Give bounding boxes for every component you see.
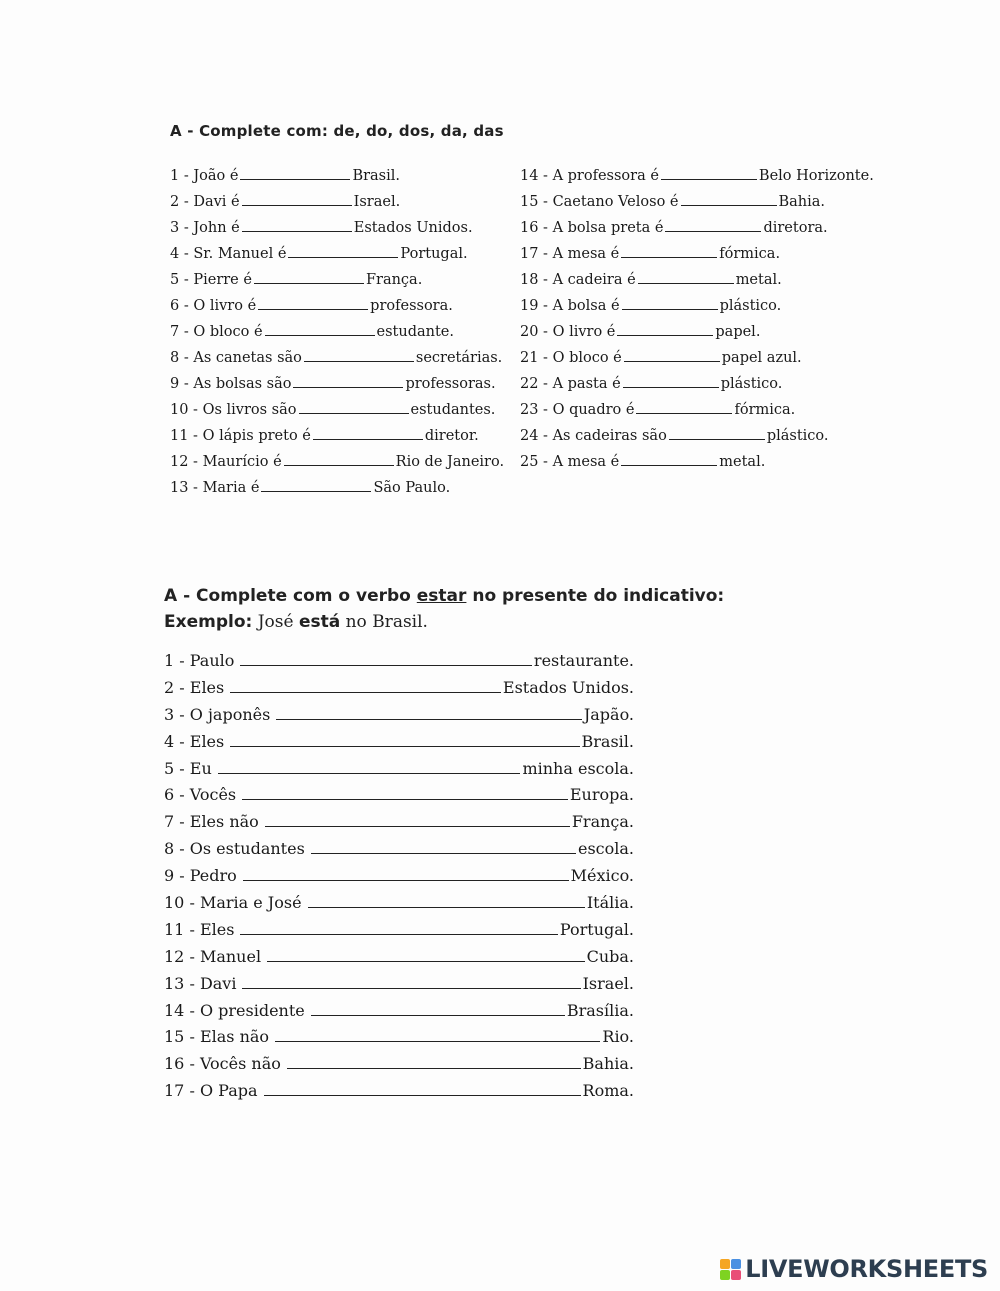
exercise2-completion: Brasília. bbox=[566, 1000, 634, 1020]
exercise2-prompt: 5 - Eu bbox=[164, 758, 212, 778]
exercise1-prompt: 4 - Sr. Manuel é bbox=[170, 246, 287, 262]
exercise1-completion: Bahia. bbox=[778, 194, 826, 210]
exercise2-prompt: 12 - Manuel bbox=[164, 946, 262, 966]
exercise1-prompt: 16 - A bolsa preta é bbox=[520, 220, 664, 236]
exercise2-completion: França. bbox=[571, 812, 634, 832]
exercise1-item bbox=[520, 293, 874, 319]
exercise2-item bbox=[164, 1051, 634, 1078]
exercise2-prompt: 10 - Maria e José bbox=[164, 893, 302, 913]
exercise1-completion: papel. bbox=[715, 324, 761, 340]
exercise1-completion: metal. bbox=[719, 454, 766, 470]
answer-blank[interactable] bbox=[622, 295, 718, 310]
exercise2-item bbox=[164, 809, 634, 836]
answer-blank[interactable] bbox=[311, 838, 576, 854]
exercise2-prompt: 13 - Davi bbox=[164, 973, 237, 993]
exercise2-completion: Portugal. bbox=[559, 919, 634, 939]
exercise1-completion: diretora. bbox=[763, 220, 828, 236]
answer-blank[interactable] bbox=[276, 704, 582, 720]
section1-column-1 bbox=[170, 163, 504, 501]
exercise2-completion: Cuba. bbox=[586, 946, 634, 966]
exercise2-prompt: 8 - Os estudantes bbox=[164, 839, 305, 859]
liveworksheets-icon bbox=[720, 1259, 741, 1280]
exercise2-completion: escola. bbox=[577, 839, 634, 859]
exercise1-item bbox=[520, 371, 874, 397]
exercise2-item bbox=[164, 890, 634, 917]
exercise1-item bbox=[170, 449, 504, 475]
exercise1-prompt: 10 - Os livros são bbox=[170, 402, 297, 418]
answer-blank[interactable] bbox=[275, 1026, 600, 1042]
exercise1-item bbox=[520, 319, 874, 345]
exercise2-completion: México. bbox=[570, 866, 634, 886]
exercise1-prompt: 19 - A bolsa é bbox=[520, 298, 620, 314]
exercise1-item bbox=[520, 345, 874, 371]
exercise2-item bbox=[164, 729, 634, 756]
answer-blank[interactable] bbox=[240, 165, 350, 180]
exercise1-prompt: 14 - A professora é bbox=[520, 168, 659, 184]
exercise1-completion: plástico. bbox=[766, 428, 829, 444]
exercise2-completion: Bahia. bbox=[582, 1054, 634, 1074]
answer-blank[interactable] bbox=[242, 784, 568, 800]
exercise1-prompt: 3 - John é bbox=[170, 220, 240, 236]
answer-blank[interactable] bbox=[638, 269, 734, 284]
exercise1-completion: plástico. bbox=[719, 298, 782, 314]
exercise1-prompt: 1 - João é bbox=[170, 168, 239, 184]
answer-blank[interactable] bbox=[261, 477, 371, 492]
exercise2-prompt: 17 - O Papa bbox=[164, 1081, 258, 1101]
exercise2-completion: Israel. bbox=[582, 973, 634, 993]
exercise2-completion: Brasil. bbox=[581, 731, 634, 751]
exercise1-prompt: 17 - A mesa é bbox=[520, 246, 620, 262]
answer-blank[interactable] bbox=[288, 243, 398, 258]
exercise2-item bbox=[164, 1024, 634, 1051]
answer-blank[interactable] bbox=[242, 191, 352, 206]
section1-title: A - Complete com: de, do, dos, da, das bbox=[170, 122, 504, 140]
answer-blank[interactable] bbox=[265, 321, 375, 336]
exercise1-prompt: 5 - Pierre é bbox=[170, 272, 252, 288]
exercise1-prompt: 6 - O livro é bbox=[170, 298, 257, 314]
exercise2-item bbox=[164, 971, 634, 998]
answer-blank[interactable] bbox=[669, 425, 765, 440]
answer-blank[interactable] bbox=[265, 811, 570, 827]
exercise2-prompt: 11 - Eles bbox=[164, 919, 235, 939]
exercise1-prompt: 11 - O lápis preto é bbox=[170, 428, 311, 444]
exercise2-item bbox=[164, 648, 634, 675]
exercise1-item bbox=[170, 163, 504, 189]
exercise1-completion: diretor. bbox=[424, 428, 479, 444]
answer-blank[interactable] bbox=[218, 758, 521, 774]
exercise1-completion: Rio de Janeiro. bbox=[395, 454, 505, 470]
exercise1-prompt: 8 - As canetas são bbox=[170, 350, 302, 366]
exercise1-prompt: 24 - As cadeiras são bbox=[520, 428, 667, 444]
exercise2-prompt: 7 - Eles não bbox=[164, 812, 259, 832]
exercise2-completion: Estados Unidos. bbox=[502, 677, 634, 697]
exercise1-item bbox=[170, 241, 504, 267]
exercise1-completion: fórmica. bbox=[734, 402, 796, 418]
exercise1-item bbox=[170, 475, 504, 501]
answer-blank[interactable] bbox=[254, 269, 364, 284]
exercise1-completion: Israel. bbox=[353, 194, 401, 210]
exercise1-item bbox=[520, 215, 874, 241]
exercise1-item bbox=[520, 397, 874, 423]
section2-list bbox=[164, 648, 634, 1105]
answer-blank[interactable] bbox=[624, 347, 720, 362]
exercise1-prompt: 23 - O quadro é bbox=[520, 402, 635, 418]
exercise2-item bbox=[164, 944, 634, 971]
exercise1-item bbox=[520, 449, 874, 475]
answer-blank[interactable] bbox=[284, 451, 394, 466]
answer-blank[interactable] bbox=[240, 919, 557, 935]
exercise2-item bbox=[164, 917, 634, 944]
exercise1-prompt: 25 - A mesa é bbox=[520, 454, 620, 470]
answer-blank[interactable] bbox=[287, 1053, 581, 1069]
exercise2-completion: Roma. bbox=[582, 1081, 634, 1101]
exercise1-item bbox=[520, 423, 874, 449]
exercise1-item bbox=[170, 423, 504, 449]
exercise1-completion: França. bbox=[365, 272, 423, 288]
exercise1-completion: São Paulo. bbox=[373, 480, 451, 496]
exercise2-prompt: 15 - Elas não bbox=[164, 1027, 270, 1047]
answer-blank[interactable] bbox=[299, 399, 409, 414]
exercise2-item bbox=[164, 998, 634, 1025]
exercise1-completion: estudante. bbox=[376, 324, 455, 340]
exercise2-item bbox=[164, 782, 634, 809]
exercise1-item bbox=[170, 319, 504, 345]
answer-blank[interactable] bbox=[230, 677, 501, 693]
answer-blank[interactable] bbox=[617, 321, 713, 336]
exercise1-completion: professoras. bbox=[405, 376, 496, 392]
exercise2-prompt: 9 - Pedro bbox=[164, 866, 237, 886]
answer-blank[interactable] bbox=[304, 347, 414, 362]
exercise2-item bbox=[164, 1078, 634, 1105]
answer-blank[interactable] bbox=[240, 650, 532, 666]
exercise1-completion: Brasil. bbox=[352, 168, 401, 184]
exercise1-completion: estudantes. bbox=[410, 402, 496, 418]
exercise1-prompt: 2 - Davi é bbox=[170, 194, 240, 210]
exercise2-completion: Europa. bbox=[569, 785, 634, 805]
exercise1-completion: Belo Horizonte. bbox=[758, 168, 874, 184]
exercise1-item bbox=[520, 163, 874, 189]
answer-blank[interactable] bbox=[230, 731, 579, 747]
exercise1-prompt: 18 - A cadeira é bbox=[520, 272, 636, 288]
exercise1-prompt: 22 - A pasta é bbox=[520, 376, 621, 392]
exercise1-prompt: 7 - O bloco é bbox=[170, 324, 263, 340]
exercise2-prompt: 4 - Eles bbox=[164, 731, 225, 751]
exercise1-completion: professora. bbox=[370, 298, 453, 314]
exercise2-item bbox=[164, 702, 634, 729]
answer-blank[interactable] bbox=[243, 865, 569, 881]
answer-blank[interactable] bbox=[623, 373, 719, 388]
section2-title: A - Complete com o verbo estar no presente do indicativo: bbox=[164, 586, 725, 606]
exercise1-completion: plástico. bbox=[720, 376, 783, 392]
brand-name: LIVEWORKSHEETS bbox=[745, 1255, 988, 1283]
exercise1-completion: Portugal. bbox=[400, 246, 468, 262]
exercise1-completion: papel azul. bbox=[721, 350, 802, 366]
exercise1-prompt: 21 - O bloco é bbox=[520, 350, 622, 366]
section1-column-2 bbox=[520, 163, 874, 475]
answer-blank[interactable] bbox=[308, 892, 585, 908]
exercise1-prompt: 15 - Caetano Veloso é bbox=[520, 194, 679, 210]
exercise1-completion: fórmica. bbox=[719, 246, 781, 262]
exercise2-item bbox=[164, 675, 634, 702]
exercise1-item bbox=[170, 189, 504, 215]
exercise1-prompt: 9 - As bolsas são bbox=[170, 376, 292, 392]
answer-blank[interactable] bbox=[264, 1080, 581, 1096]
exercise1-item bbox=[170, 345, 504, 371]
exercise1-prompt: 20 - O livro é bbox=[520, 324, 616, 340]
exercise1-prompt: 12 - Maurício é bbox=[170, 454, 282, 470]
exercise1-completion: metal. bbox=[735, 272, 782, 288]
exercise1-prompt: 13 - Maria é bbox=[170, 480, 260, 496]
exercise2-item bbox=[164, 836, 634, 863]
answer-blank[interactable] bbox=[267, 946, 585, 962]
answer-blank[interactable] bbox=[661, 165, 757, 180]
section2-example: Exemplo: José está no Brasil. bbox=[164, 612, 428, 632]
exercise1-item bbox=[520, 189, 874, 215]
liveworksheets-logo bbox=[720, 1255, 988, 1283]
answer-blank[interactable] bbox=[621, 451, 717, 466]
exercise1-item bbox=[520, 241, 874, 267]
exercise2-item bbox=[164, 863, 634, 890]
answer-blank[interactable] bbox=[311, 1000, 565, 1016]
exercise2-prompt: 3 - O japonês bbox=[164, 704, 271, 724]
exercise1-item bbox=[170, 397, 504, 423]
answer-blank[interactable] bbox=[242, 973, 580, 989]
exercise2-prompt: 14 - O presidente bbox=[164, 1000, 305, 1020]
exercise2-prompt: 1 - Paulo bbox=[164, 651, 235, 670]
exercise1-item bbox=[170, 293, 504, 319]
exercise2-prompt: 16 - Vocês não bbox=[164, 1054, 281, 1074]
exercise2-prompt: 2 - Eles bbox=[164, 677, 225, 697]
answer-blank[interactable] bbox=[293, 373, 403, 388]
exercise2-item bbox=[164, 756, 634, 783]
exercise1-item bbox=[170, 267, 504, 293]
answer-blank[interactable] bbox=[621, 243, 717, 258]
exercise1-completion: Estados Unidos. bbox=[353, 220, 473, 236]
answer-blank[interactable] bbox=[681, 191, 777, 206]
answer-blank[interactable] bbox=[258, 295, 368, 310]
answer-blank[interactable] bbox=[636, 399, 732, 414]
exercise2-completion: restaurante. bbox=[533, 651, 634, 670]
exercise1-item bbox=[170, 371, 504, 397]
answer-blank[interactable] bbox=[242, 217, 352, 232]
answer-blank[interactable] bbox=[665, 217, 761, 232]
exercise2-completion: Rio. bbox=[602, 1027, 634, 1047]
exercise2-prompt: 6 - Vocês bbox=[164, 785, 237, 805]
exercise1-item bbox=[170, 215, 504, 241]
exercise1-completion: secretárias. bbox=[415, 350, 503, 366]
exercise2-completion: minha escola. bbox=[522, 758, 634, 778]
exercise2-completion: Itália. bbox=[586, 893, 634, 913]
exercise1-item bbox=[520, 267, 874, 293]
answer-blank[interactable] bbox=[313, 425, 423, 440]
exercise2-completion: Japão. bbox=[583, 704, 634, 724]
